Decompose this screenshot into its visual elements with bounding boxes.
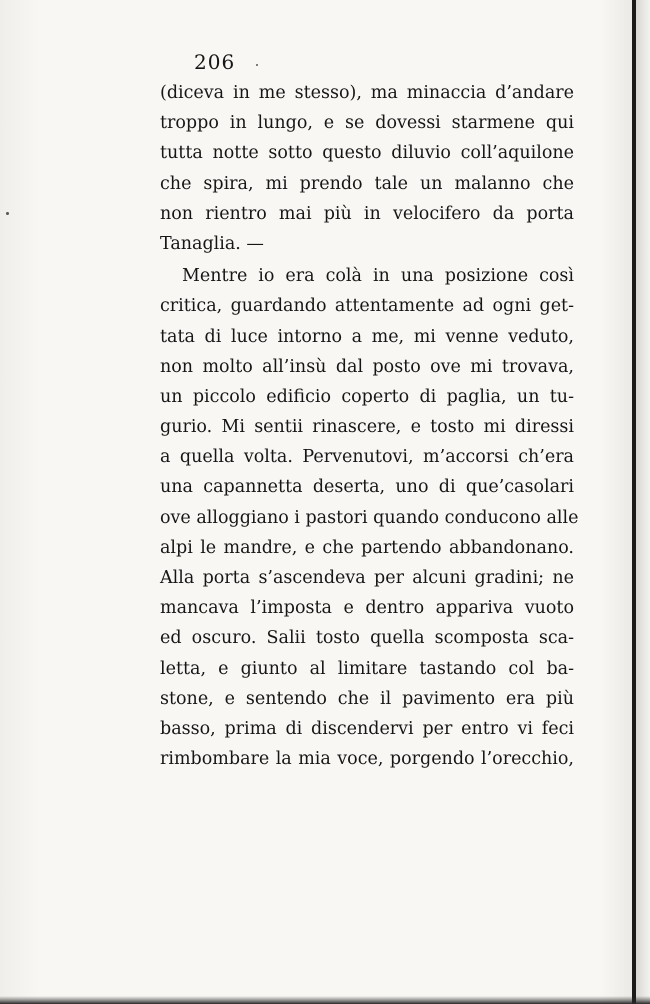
text-line: (diceva in me stesso), ma minaccia d’andare <box>160 83 574 103</box>
text-line: un piccolo edificio coperto di paglia, un tu- <box>160 386 574 407</box>
text-line: basso, prima di discendervi per entro vi feci <box>160 718 574 739</box>
text-line: tutta notte sotto questo diluvio coll’aquilone <box>160 143 574 164</box>
text-line: non rientro mai più in velocifero da porta <box>160 203 574 224</box>
text-line: mancava l’imposta e dentro appariva vuoto <box>160 598 574 619</box>
text-line: troppo in lungo, e se dovessi starmene qui <box>160 113 574 134</box>
text-line: ove alloggiano i pastori quando conducono alle <box>160 507 579 528</box>
text-line: stone, e sentendo che il pavimento era più <box>160 688 574 709</box>
body-text <box>160 78 579 774</box>
text-line: critica, guardando attentamente ad ogni get- <box>160 296 574 317</box>
binding-edge <box>632 0 636 1004</box>
text-line: una capannetta deserta, uno di que’casolari <box>160 477 574 498</box>
page-bottom-edge <box>0 996 650 1004</box>
paper-speck <box>256 64 258 66</box>
text-line: gurio. Mi sentii rinascere, e tosto mi diressi <box>160 417 574 438</box>
paper-speck <box>6 212 9 215</box>
paragraph <box>160 261 579 774</box>
page-number: 206 <box>194 50 236 74</box>
text-line: Tanaglia. — <box>160 233 264 254</box>
text-line: rimbombare la mia voce, porgendo l’orecchio, <box>160 749 574 770</box>
text-line: letta, e giunto al limitare tastando col ba- <box>160 658 574 679</box>
text-line: che spira, mi prendo tale un malanno che <box>160 173 574 194</box>
text-line: alpi le mandre, e che partendo abbandonano. <box>160 537 574 558</box>
text-line: tata di luce intorno a me, mi venne veduto, <box>160 326 574 347</box>
text-line: non molto all’insù dal posto ove mi trovava, <box>160 356 574 377</box>
text-line: Alla porta s’ascendeva per alcuni gradini; ne <box>160 568 574 588</box>
binding-shadow <box>636 0 650 1004</box>
paragraph <box>160 78 574 259</box>
text-line: ed oscuro. Salii tosto quella scomposta sca- <box>160 628 574 649</box>
text-line: Mentre io era colà in una posizione così <box>182 266 574 287</box>
text-line: a quella volta. Pervenutovi, m’accorsi ch’era <box>160 447 574 468</box>
